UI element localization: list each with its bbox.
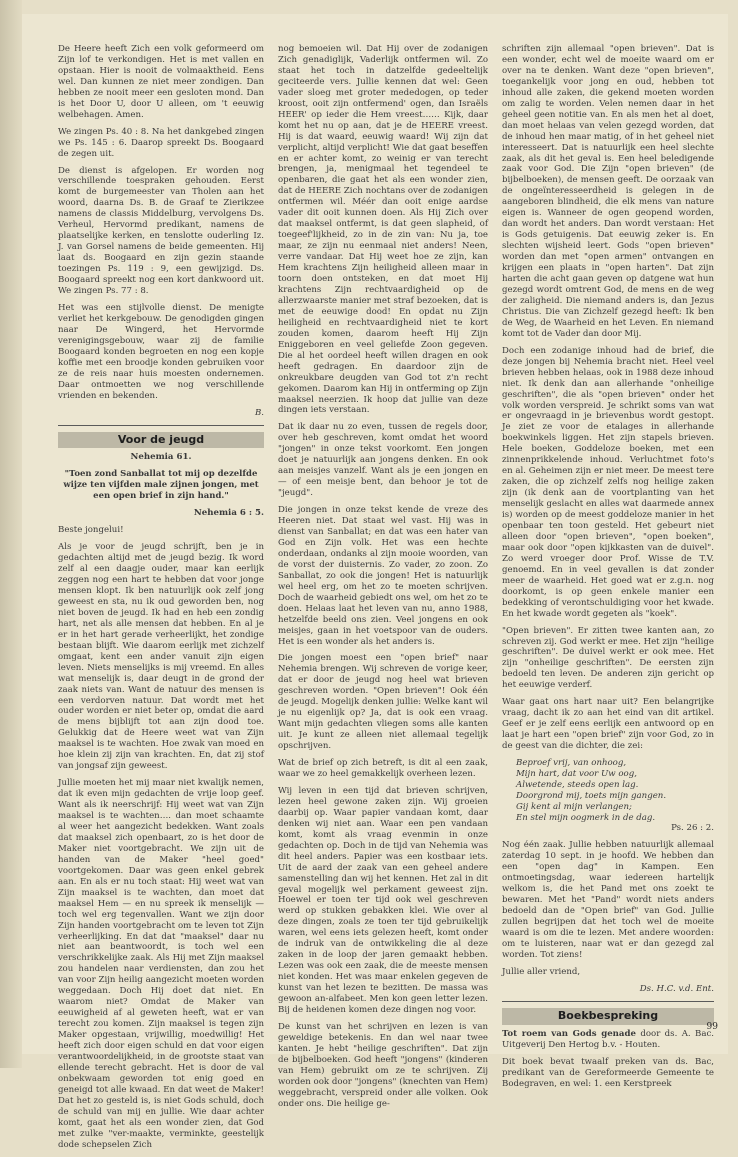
poem-line: Gij kent al mijn verlangen; — [516, 801, 632, 812]
scripture-reference: Nehemia 6 : 5. — [193, 508, 264, 519]
paragraph: Jullie moeten het mij maar niet kwalijk nemen, dat ik even mijn gedachten de vrije loop geef. Want als ik neerschrijf: Hij weet wat van Zijn maaksel is te wachten…. dan moet schaamte al weer het aangezicht bedekken. Want zoals dat maaksel zich openbaart, zo is het door de Maker niet voortgebracht. We zijn uit de handen van de Maker "heel goed" voortgekomen. Daar was geen enkel gebrek aan. En als er nu toch staat: Hij weet wat van Zijn maaksel is te wachten, dan moet dat maaksel Hem — en nu spreek ik menselijk — toch wel erg tegenvallen. Want we zijn door Zijn handen voortgebracht om te leven tot Zijn verheerlijking. En dat dat "maaksel" daar nu niet aan beantwoordt, is toch wel een verschrikkelijke zaak. Als Hij met Zijn maaksel zou handelen naar verdiensten, dan zou het van voor Zijn heilig aangezicht moeten worden weggedaan. Doch Hij doet dat niet. En waarom niet? Omdat de Maker van eeuwigheid af al geweten heeft, wat er van terecht zou komen. Zijn maaksel is tegen zijn Maker opgestaan, vrijwillig, moedwillig! Het heeft zich door eigen schuld en dat voor eigen verantwoordelijkheid, in de grootste staat van ellende terecht gebracht. Het is door de val onbekwaam geworden tot enig goed en geneigd tot alle kwaad. En dat weet de Maker! Dat het zo gesteld is, is niet Gods schuld, doch de schuld van mij en jullie. Wie daar achter komt, gaat het als een wonder zien, dat God met zulke "ver-maakte, verminkte, geestelijk dode schepselen Zich — [58, 778, 264, 1150]
paragraph: nog bemoeien wil. Dat Hij over de zodanigen Zich genadiglijk, Vaderlijk ontfermen wil. Zo staat het toch in datzelfde gedeeltelijk geciteerde vers. Jullie kennen dat wel: Geen vader sloeg met groter mededogen, op teder kroost, ooit zijn ontfermend' ogen, dan Israëls HEER' op ieder die Hem vreest…… Kijk, daar komt het nu op aan, dat je de HEERE vreest. Hij is dat waard, eeuwig waard! Wij zijn dat verplicht, altijd verplicht! Wie dat gaat beseffen en er achter komt, zo weinig er van terecht brengen, ja, menigmaal het tegendeel te openbaren, die gaat het als een wonder zien, dat de HEERE Zich nochtans over de zodanigen ontfermen wil. Méér dan ooit enige aardse vader dit ooit kunnen doen. Als Hij Zich over dat maaksel ontfermt, is dat geen slapheid, of toegeef'lijkheid, zo in de zin van: Nu ja, toe maar, ze zijn nu eenmaal niet anders! Neen, verre vandaar. Dat Hij weet hoe ze zijn, kan Hem krachtens Zijn heiligheid alleen maar in toorn doen ontsteken, en dat moet Hij krachtens Zijn rechtvaardigheid op de allerzwaarste manier met straf bezoeken, dat is met de eeuwige dood! En opdat nu Zijn heiligheid en rechtvaardigheid niet te kort zouden komen, daarom heeft Hij Zijn Eniggeboren en veel geliefde Zoon gegeven. Die al het oordeel heeft willen dragen en ook heeft gedragen. En daardoor zijn de onkreukbare deugden van God tot z'n recht gekomen. Daarom kan Hij in ontferming op Zijn maaksel neerzien. Ik hoop dat jullie van deze dingen iets verstaan. — [278, 44, 488, 416]
paragraph: Nog één zaak. Jullie hebben natuurlijk allemaal zaterdag 10 sept. in je hoofd. We hebben dan een "open dag" in Kampen. Een ontmoetingsdag, waar iedereen hartelijk welkom is, die het Pand met ons zoekt te bewaren. Met het "Pand" wordt niets anders bedoeld dan de "Open brief" van God. Jullie zullen begrijpen dat het toch wel de moeite waard is om die te lezen. Met andere woorden: om te luisteren, naar wat er dan gezegd zal worden. Tot ziens! — [502, 840, 714, 960]
section-title-boekbespreking: Boekbespreking — [502, 1008, 714, 1025]
poem-line: Beproef vrij, van onhoog, — [516, 758, 627, 769]
page-spine — [0, 0, 22, 1068]
column-3 — [502, 44, 714, 1096]
review-intro — [502, 1029, 714, 1051]
paragraph: De dienst is afgelopen. Er worden nog verschillende toespraken gehouden. Eerst komt de burgemeester van Tholen aan het woord, daarna Ds. B. de Graaf te Zierikzee namens de classis Middelburg, vervolgens Ds. Verheul, Hervormd predikant, namens de plaatselijke kerken, en tenslotte ouderling Iz. J. van Gorsel namens de beide gemeenten. Hij laat ds. Boogaard en zijn gezin staande toezingen Ps. 119 : 9, een gewijzigd. Ds. Boogaard spreekt nog een kort dankwoord uit. We zingen Ps. 77 : 8. — [58, 165, 264, 297]
article-body-col2 — [278, 44, 488, 1110]
paragraph: Het was een stijlvolle dienst. De menigte verliet het kerkgebouw. De genodigden gingen naar De Wingerd, het Hervormde verenigingsgebouw, waar zij de familie Boogaard konden begroeten en nog een kopje koffie met een broodje konden gebruiken voor ze de reis naar huis moesten ondernemen. Daar ontmoetten we nog verschillende vrienden en bekenden. — [58, 302, 264, 401]
paragraph: Dat ik daar nu zo even, tussen de regels door, over heb geschreven, komt omdat het woord "jongen" in onze tekst voorkomt. Een jongen doet je natuurlijk aan jongens denken. En ook aan meisjes vanzelf. Want als je een jongen en — of een meisje bent, dan behoor je tot de "jeugd". — [278, 422, 488, 499]
review-divider — [502, 1001, 714, 1002]
poem-line: Alwetende, steeds open lag. — [516, 779, 639, 790]
paragraph: schriften zijn allemaal "open brieven". Dat is een wonder, echt wel de moeite waard om er over na te denken. Want deze "open brieven", toegankelijk voor jong en oud, hebben tot inhoud alle zaken, die gekend moeten worden om zalig te worden. Velen nemen daar in het geheel geen notitie van. En als men het al doet, dan moet helaas van velen gezegd worden, dat de inhoud hen maar matig, of in het geheel niet interesseert. Dat is natuurlijk een heel slechte zaak, als dit het geval is. Een heel beledigende zaak voor God. Die Zijn "open brieven" (de bijbelboeken), de mensen geeft. De oorzaak van de ongeïnteresseerdheid is gelegen in de aangeboren blindheid, die elk mens van nature eigen is. Wanneer de ogen geopend worden, dan wordt het anders. Dan wordt verstaan: Het is Gods getuigenis. Dat eeuwig zeker is. En slechten wijsheid leert. Gods "open brieven" worden dan met "open armen" ontvangen en krijgen een plaats in "open harten". Dat zijn harten die acht gaan geven op datgene wat hun gezegd wordt omtrent God, de mens en de weg der zaligheid. Die niemand anders is, dan Jezus Christus. Die van Zichzelf gezegd heeft: Ik ben de Weg, de Waarheid en het Leven. En niemand komt tot de Vader dan door Mij. — [502, 44, 714, 339]
section-title-voor-de-jeugd: Voor de jeugd — [58, 432, 264, 449]
paragraph: De kunst van het schrijven en lezen is van geweldige betekenis. En dan wel naar twee kanten. Je hebt "heilige geschriften". Dat zijn de bijbelboeken. God heeft "jongens" (kinderen van Hem) gebruikt om ze te schrijven. Zij worden ook door "jongens" (knechten van Hem) weggebracht, verspreid onder alle volken. Ook onder ons. Die heilige ge- — [278, 1021, 488, 1109]
column-1 — [58, 44, 264, 1157]
paragraph: Als je voor de jeugd schrijft, ben je in gedachten altijd met de jeugd bezig. Ik word zelf al een daagje ouder, maar kan eerlijk zeggen nog een hart te hebben dat voor jonge mensen klopt. Ik ben natuurlijk ook zelf jong geweest en sta, nu ik oud geworden ben, nog niet boven de jeugd. Ik had en heb een zondig hart, net als alle mensen dat hebben. En al je er in het hart gerade verheerlijkt, het zondige bestaan blijft. Wie daarom eerlijk met zichzelf omgaat, kent een ander vanuit zijn eigen leven. Niets menselijks is mij vreemd. En alles wat menselijk is, daar deugt in de grond der zaak niets van. Want de natuur des mensen is een verdorven natuur. Dat wordt met het ouder worden er niet beter op, omdat die aard de mens bijblijft tot aan zijn dood toe. Gelukkig dat de Heere weet wat van Zijn maaksel is te wachten. Hoe zwak van moed en hoe klein zij zijn van krachten. En, dat zij stof van jongsaf zijn geweest. — [58, 542, 264, 772]
paragraph: Die jongen moest een "open brief" naar Nehemia brengen. Wij schreven de vorige keer, dat er door de jeugd nog heel wat brieven geschreven worden. "Open brieven"! Ook één de jeugd. Mogelijk denken jullie: Welke kant wil je nu eigenlijk op? Ja, dat is ook een vraag. Want mijn gedachten vliegen soms alle kanten uit. Je kunt ze alleen niet allemaal tegelijk opschrijven. — [278, 653, 488, 752]
paragraph: We zingen Ps. 40 : 8. Na het dankgebed zingen we Ps. 145 : 6. Daarop spreekt Ds. Boogaard de zegen uit. — [58, 126, 264, 159]
paragraph: De Heere heeft Zich een volk geformeerd om Zijn lof te verkondigen. Het is met vallen en opstaan. Hier is nooit de volmaaktheid. Eens wel. Dan kunnen ze niet meer zondigen. Dan hebben ze nooit meer een gesloten mond. Dan is het Door U, door U alleen, om 't eeuwig welbehagen. Amen. — [58, 44, 264, 120]
review-text: Dit boek bevat twaalf preken van ds. Bac, predikant van de Gereformeerde Gemeente te Bodegraven, en wel: 1. een Kerstpreek — [502, 1056, 714, 1089]
poem-line: En stel mijn oogmerk in de dag. — [516, 812, 656, 823]
poem-line: Mijn hart, dat voor Uw oog, — [516, 768, 637, 779]
intro-signature: B. — [254, 407, 264, 418]
paragraph: Waar gaat ons hart naar uit? Een belangrijke vraag, dacht ik zo aan het eind van dit artikel. Geef er je zelf eens eerlijk een antwoord op en laat je hart een "open brief" zijn voor God, zo in de geest van die dichter, die zei: — [502, 697, 714, 752]
paragraph: Doch een zodanige inhoud had de brief, die deze jongen bij Nehemia bracht niet. Heel veel brieven hebben helaas, ook in 1988 deze inhoud niet. Ik denk dan aan allerhande "onheilige geschriften", die als "open brieven" onder het volk worden verspreid. Je schrikt soms van wat er ongevraagd in je brievenbus wordt gestopt. Je ziet ze voor de etalages in allerhande boekwinkels liggen. Het zijn stapels brieven. Hele boeken, Goddeloze boeken, met een zinnenprikkelende inhoud. Verluchtmet foto's en al. Geheimen zijn er niet meer. De meest tere zaken, die op zichzelf zelfs nog heilige zaken zijn (ik denk aan de voortplanting van het menselijk geslacht en alles wat daarmede annex is) worden op de meest goddeloze manier in het openbaar ten toon gesteld. Het gebeurt niet alleen door "open brieven", "open boeken", maar ook door "open kijkkasten van de duivel". Zo werd vroeger door Prof. Wisse de T.V. genoemd. En in veel gevallen is dat zonder meer de waarheid. Het goed wat er z.g.n. nog doorkomt, is op geen enkele manier een bedekking of verontschuldiging voor het kwade. En het kwade wordt gegeten als "koek". — [502, 345, 714, 619]
paragraph: Die jongen in onze tekst kende de vreze des Heeren niet. Dat staat wel vast. Hij was in dienst van Sanballat; en dat was een hater van God en Zijn volk. Het was een hechte onderdaan, ondanks al zijn mooie woorden, van de vorst der duisternis. Zo vader, zo zoon. Zo Sanballat, zo ook die jongen! Het is natuurlijk wel heel erg, om het zo te moeten schrijven. Doch de waarheid gebiedt ons wel, om het zo te doen. Helaas laat het leven van nu, anno 1988, hetzelfde beeld ons zien. Veel jongens en ook meisjes, gaan in het voetspoor van de ouders. Het is een wonder als het anders is. — [278, 505, 488, 647]
paragraph: Wat de brief op zich betreft, is dit al een zaak, waar we zo heel gemakkelijk overheen lezen. — [278, 758, 488, 779]
scripture-quote: "Toen zond Sanballat tot mij op dezelfde wijze ten vijfden male zijnen jongen, met een open brief in zijn hand." — [63, 469, 259, 502]
paragraph: "Open brieven". Er zitten twee kanten aan, zo schreven zij. God werkt er mee. Het zijn "heilige geschriften". De duivel werkt er ook mee. Het zijn "onheilige geschriften". De eersten zijn bedoeld ten leven. De anderen zijn gericht op het eeuwige verderf. — [502, 625, 714, 691]
section-subtitle: Nehemia 61. — [130, 452, 192, 463]
author-signature: Ds. H.C. v.d. Ent. — [639, 983, 714, 994]
review-book-title: Tot roem van Gods genade — [502, 1028, 636, 1039]
closing-text — [502, 840, 714, 977]
review-book-info: door ds. A. Bac. Uitgeverij Den Hertog b.v. - Houten. — [502, 1028, 714, 1050]
paragraph: Beste jongelui! — [58, 525, 124, 536]
article-body-col1 — [58, 525, 264, 1150]
section-divider — [58, 425, 264, 426]
column-2 — [278, 44, 488, 1116]
paragraph: Wij leven in een tijd dat brieven schrijven, lezen heel gewone zaken zijn. Wij groeien daarbij op. Waar papier vandaan komt, daar denken wij niet aan. Waar een pen vandaan komt, komt als vraag evenmin in onze gedachten op. Doch in de tijd van Nehemia was dit heel anders. Papier was een kostbaar iets. Uit de aard der zaak van een geheel andere samenstelling dan wij het kennen. Het zal in dit geval mogelijk wel perkament geweest zijn. Hoewel er toen ter tijd ook wel geschreven werd op stukken gebakken klei. Wie over al deze dingen, zoals ze toen ter tijd gebruikelijk waren, wel eens iets gelezen heeft, komt onder de indruk van de ontwikkeling die al deze zaken in de loop der jaren gemaakt hebben. Lezen was ook een zaak, die de meeste mensen niet konden. Het was maar enkelen gegeven de kunst van het lezen te bezitten. De massa was gewoon an-alfabeet. Men kon geen letter lezen. Bij de heidenen komen deze dingen nog voor. — [278, 785, 488, 1016]
poem-reference: Ps. 26 : 2. — [671, 823, 714, 834]
page-number: 99 — [706, 1022, 718, 1032]
intro-text — [58, 44, 264, 402]
paragraph: Jullie aller vriend, — [502, 966, 581, 977]
magazine-page — [22, 14, 728, 1150]
article-body-col3 — [502, 44, 714, 752]
poem-line: Doorgrond mij, toets mijn gangen. — [516, 790, 667, 801]
psalm-poem — [516, 758, 714, 834]
